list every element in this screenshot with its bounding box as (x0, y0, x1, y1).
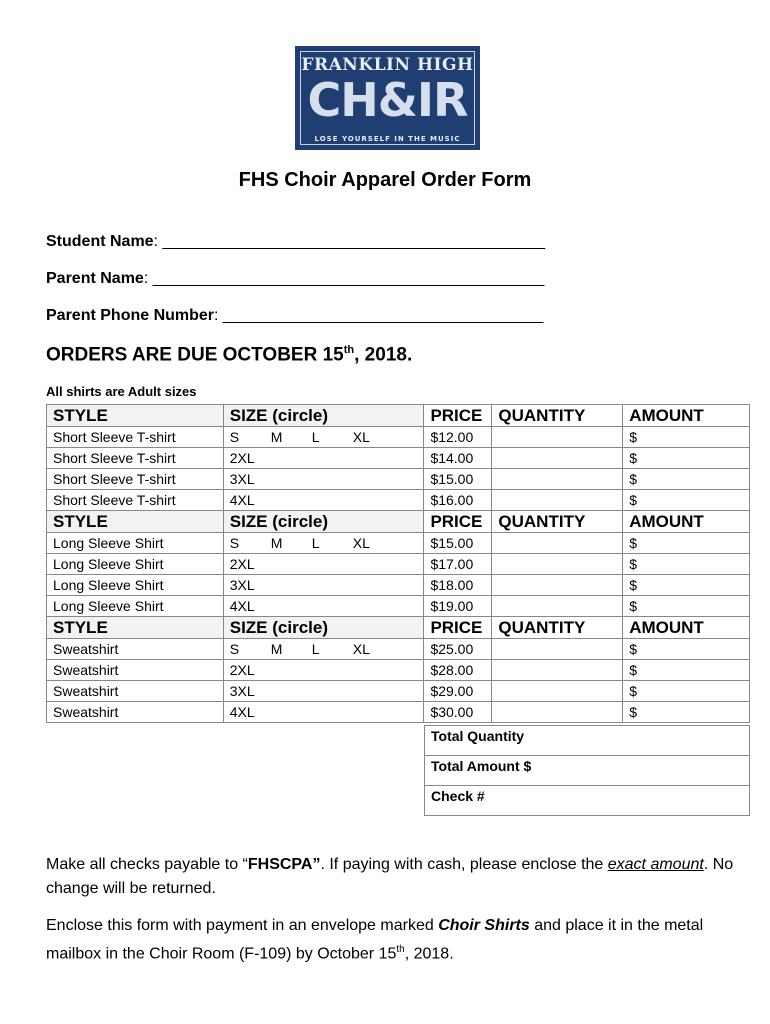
price-cell: $17.00 (424, 554, 492, 575)
style-cell: Short Sleeve T-shirt (47, 427, 224, 448)
submission-sup: th (396, 944, 405, 955)
header-price: PRICE (424, 617, 492, 639)
parent-name-line[interactable]: : ____________________________________________ (143, 270, 545, 287)
table-row (47, 533, 750, 554)
style-cell: Long Sleeve Shirt (47, 596, 224, 617)
size-cell[interactable] (223, 490, 424, 511)
quantity-cell[interactable] (492, 469, 623, 490)
price-cell: $15.00 (424, 533, 492, 554)
size-option[interactable]: L (311, 535, 320, 551)
logo-main-text: CH&IR (307, 73, 468, 127)
table-row (47, 427, 750, 448)
header-style: STYLE (47, 511, 224, 533)
table-header-row (47, 405, 750, 427)
price-cell: $30.00 (424, 702, 492, 723)
price-cell: $18.00 (424, 575, 492, 596)
size-option[interactable]: 2XL (229, 556, 255, 572)
table-row (47, 554, 750, 575)
size-option[interactable]: L (311, 429, 320, 445)
price-cell: $16.00 (424, 490, 492, 511)
amount-cell[interactable]: $ (623, 448, 750, 469)
size-option[interactable]: M (270, 641, 283, 657)
size-cell[interactable] (223, 660, 424, 681)
size-option[interactable]: 3XL (229, 471, 255, 487)
header-amount: AMOUNT (623, 511, 750, 533)
payee-name: FHSCPA” (247, 856, 321, 873)
style-cell: Short Sleeve T-shirt (47, 490, 224, 511)
quantity-cell[interactable] (492, 681, 623, 702)
choir-logo (295, 46, 480, 150)
style-cell: Short Sleeve T-shirt (47, 448, 224, 469)
amount-cell[interactable]: $ (623, 533, 750, 554)
table-header-row (47, 511, 750, 533)
parent-name-field[interactable] (46, 270, 544, 288)
size-option[interactable]: 4XL (229, 704, 255, 720)
size-cell[interactable] (223, 702, 424, 723)
payment-text-a: Make all checks payable to “ (46, 856, 248, 873)
header-size: SIZE (circle) (223, 511, 424, 533)
table-row (47, 448, 750, 469)
check-number-field[interactable]: Check # (425, 786, 750, 816)
logo-tagline: LOSE YOURSELF IN THE MUSIC (314, 135, 461, 143)
table-row (47, 596, 750, 617)
price-cell: $12.00 (424, 427, 492, 448)
price-cell: $15.00 (424, 469, 492, 490)
parent-name-label: Parent Name (46, 270, 144, 287)
size-option[interactable]: S (229, 641, 240, 657)
header-amount: AMOUNT (623, 405, 750, 427)
size-option[interactable]: 2XL (229, 662, 255, 678)
header-quantity: QUANTITY (492, 511, 623, 533)
style-cell: Long Sleeve Shirt (47, 554, 224, 575)
sizes-note: All shirts are Adult sizes (46, 384, 197, 399)
size-cell[interactable] (223, 427, 424, 448)
total-quantity-field[interactable]: Total Quantity (425, 726, 750, 756)
header-style: STYLE (47, 405, 224, 427)
header-size: SIZE (circle) (223, 617, 424, 639)
table-row (47, 575, 750, 596)
student-name-field[interactable] (46, 233, 545, 251)
header-style: STYLE (47, 617, 224, 639)
parent-phone-label: Parent Phone Number (46, 307, 215, 324)
due-sup: th (343, 344, 355, 356)
amount-cell[interactable]: $ (623, 681, 750, 702)
quantity-cell[interactable] (492, 639, 623, 660)
quantity-cell[interactable] (492, 575, 623, 596)
amount-cell[interactable]: $ (623, 554, 750, 575)
size-option[interactable]: L (311, 641, 320, 657)
price-cell: $29.00 (424, 681, 492, 702)
student-name-line[interactable]: : ___________________________________________ (153, 233, 546, 250)
totals-table (424, 725, 750, 816)
size-cell[interactable] (223, 554, 424, 575)
amount-cell[interactable]: $ (623, 575, 750, 596)
size-cell[interactable] (223, 596, 424, 617)
style-cell: Sweatshirt (47, 660, 224, 681)
style-cell: Long Sleeve Shirt (47, 533, 224, 554)
submission-text-a: Enclose this form with payment in an envelope marked (46, 917, 439, 934)
size-option[interactable]: 4XL (229, 598, 255, 614)
style-cell: Sweatshirt (47, 639, 224, 660)
header-price: PRICE (424, 405, 492, 427)
size-cell[interactable] (223, 575, 424, 596)
style-cell: Short Sleeve T-shirt (47, 469, 224, 490)
student-name-label: Student Name (46, 233, 154, 250)
size-cell[interactable] (223, 533, 424, 554)
size-cell[interactable] (223, 469, 424, 490)
amount-cell[interactable]: $ (623, 490, 750, 511)
size-option[interactable]: 2XL (229, 450, 255, 466)
header-quantity: QUANTITY (492, 617, 623, 639)
table-row (47, 702, 750, 723)
price-cell: $14.00 (424, 448, 492, 469)
header-price: PRICE (424, 511, 492, 533)
table-row (47, 490, 750, 511)
size-option[interactable]: XL (352, 429, 370, 445)
parent-phone-line[interactable]: : ____________________________________ (214, 307, 544, 324)
logo-top-text: FRANKLIN HIGH (301, 55, 474, 75)
quantity-cell[interactable] (492, 427, 623, 448)
size-cell[interactable] (223, 448, 424, 469)
table-row (47, 660, 750, 681)
due-prefix: ORDERS ARE DUE OCTOBER 15 (46, 344, 344, 366)
table-row (47, 681, 750, 702)
table-row (47, 469, 750, 490)
payment-text-e: . No change will be returned. (46, 856, 734, 897)
price-cell: $28.00 (424, 660, 492, 681)
amount-cell[interactable]: $ (623, 596, 750, 617)
amount-cell[interactable]: $ (623, 427, 750, 448)
order-table (46, 404, 750, 723)
page-title: FHS Choir Apparel Order Form (238, 169, 532, 191)
size-option[interactable]: S (229, 535, 240, 551)
table-row (47, 639, 750, 660)
header-amount: AMOUNT (623, 617, 750, 639)
amount-cell[interactable]: $ (623, 702, 750, 723)
amount-cell[interactable]: $ (623, 639, 750, 660)
size-option[interactable]: M (270, 535, 283, 551)
size-option[interactable]: 3XL (229, 577, 255, 593)
size-cell[interactable] (223, 639, 424, 660)
size-option[interactable]: M (270, 429, 283, 445)
price-cell: $25.00 (424, 639, 492, 660)
quantity-cell[interactable] (492, 533, 623, 554)
header-size: SIZE (circle) (223, 405, 424, 427)
table-header-row (47, 617, 750, 639)
due-date-notice (46, 344, 412, 366)
amount-cell[interactable]: $ (623, 660, 750, 681)
envelope-label: Choir Shirts (438, 917, 530, 934)
submission-text-d: , 2018. (404, 945, 454, 963)
style-cell: Sweatshirt (47, 681, 224, 702)
amount-cell[interactable]: $ (623, 469, 750, 490)
size-option[interactable]: XL (352, 535, 370, 551)
style-cell: Long Sleeve Shirt (47, 575, 224, 596)
size-option[interactable]: S (229, 429, 240, 445)
quantity-cell[interactable] (492, 596, 623, 617)
size-option[interactable]: XL (352, 641, 370, 657)
size-cell[interactable] (223, 681, 424, 702)
size-option[interactable]: 3XL (229, 683, 255, 699)
submission-instructions (46, 914, 736, 966)
price-cell: $19.00 (424, 596, 492, 617)
header-quantity: QUANTITY (492, 405, 623, 427)
quantity-cell[interactable] (492, 448, 623, 469)
quantity-cell[interactable] (492, 554, 623, 575)
submission-text-c: and place it in the metal mailbox in the Choir Room (F-109) by October 15 (46, 917, 704, 963)
total-amount-field[interactable]: Total Amount $ (425, 756, 750, 786)
quantity-cell[interactable] (492, 660, 623, 681)
style-cell: Sweatshirt (47, 702, 224, 723)
parent-phone-field[interactable] (46, 307, 543, 325)
payment-text-c: . If paying with cash, please enclose the (320, 856, 608, 873)
due-suffix: , 2018. (354, 344, 413, 366)
payment-instructions (46, 853, 736, 901)
quantity-cell[interactable] (492, 702, 623, 723)
quantity-cell[interactable] (492, 490, 623, 511)
size-option[interactable]: 4XL (229, 492, 255, 508)
exact-amount-emphasis: exact amount (607, 856, 704, 873)
